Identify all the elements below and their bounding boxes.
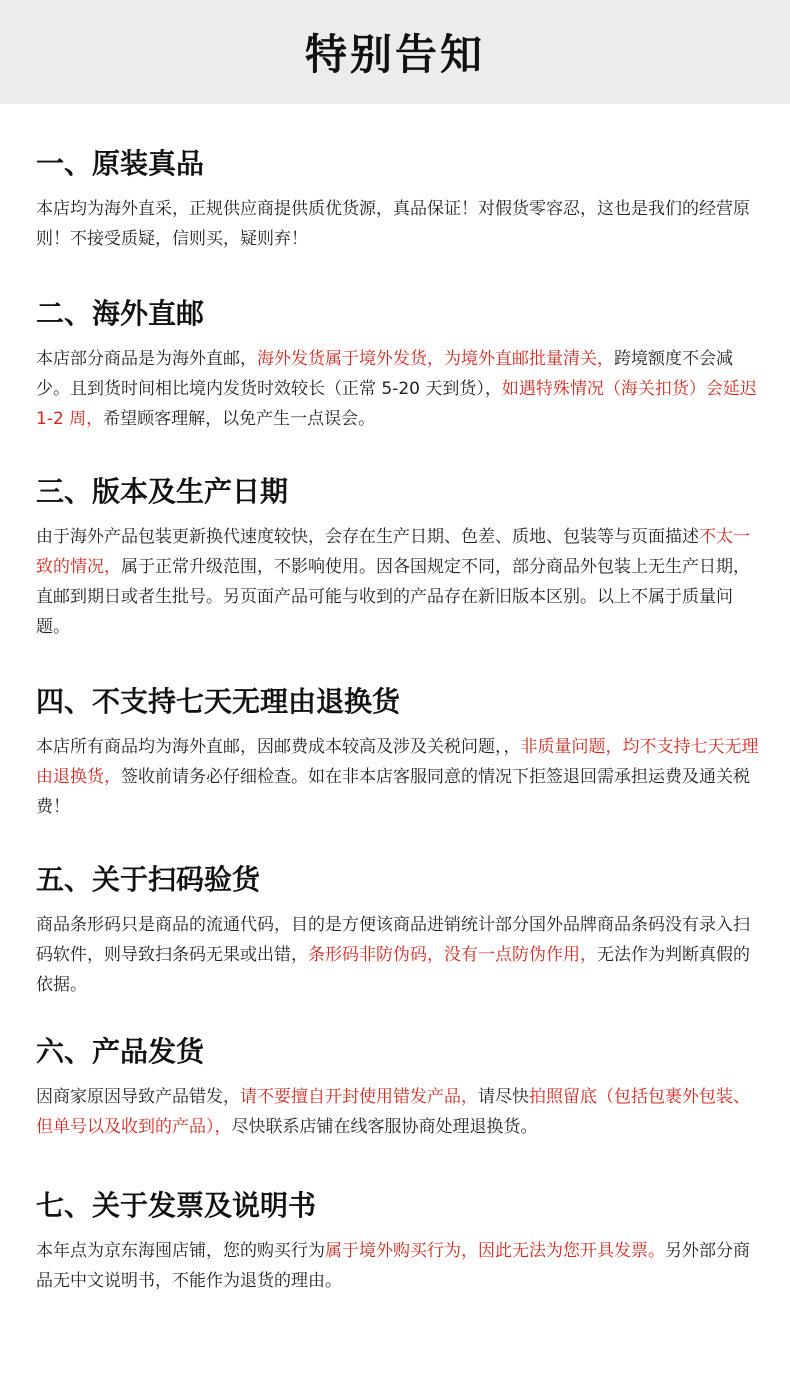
body-highlight: 非质量问题，均不支持七天无理由退换货，	[36, 737, 759, 787]
section-body	[36, 522, 760, 642]
section-body	[36, 344, 760, 434]
section-body	[36, 194, 760, 254]
section-shipping	[36, 1034, 760, 1142]
section-heading: 四、不支持七天无理由退换货	[36, 685, 401, 718]
section-heading: 五、关于扫码验货	[36, 863, 261, 896]
section-heading: 六、产品发货	[36, 1035, 205, 1068]
section-body	[36, 910, 760, 1000]
section-version-date	[36, 474, 760, 642]
body-text: 本店部分商品是为海外直邮，	[36, 349, 257, 369]
body-text: 另外部分商品无中文说明书，不能作为退货的理由。	[36, 1241, 750, 1291]
section-direct-mail	[36, 296, 760, 434]
body-text: 本店均为海外直采，正规供应商提供质优货源，真品保证！对假货零容忍，这也是我们的经营原则！不接受质疑，信则买，疑则弃！	[36, 199, 750, 249]
body-highlight: 不太一致的情况，	[36, 527, 750, 577]
body-highlight: 属于境外购买行为，因此无法为您开具发票。	[325, 1241, 665, 1261]
body-text: 因商家原因导致产品错发，	[36, 1087, 240, 1107]
body-text: 请尽快	[478, 1087, 529, 1107]
body-text: 无法作为判断真假的依据。	[36, 945, 750, 995]
section-heading: 三、版本及生产日期	[36, 475, 289, 508]
body-text: 商品条形码只是商品的流通代码，目的是方便该商品进销统计部分国外品牌商品条码没有录入扫码软件，则导致扫条码无果或出错，	[36, 915, 750, 965]
section-no-returns	[36, 684, 760, 822]
body-text: 本年点为京东海囤店铺，您的购买行为	[36, 1241, 325, 1261]
body-highlight: 请不要擅自开封使用错发产品，	[240, 1087, 478, 1107]
body-highlight: 拍照留底（包括包裹外包装、但单号以及收到的产品），	[36, 1087, 750, 1137]
section-invoice	[36, 1188, 760, 1296]
body-text: 尽快联系店铺在线客服协商处理退换货。	[231, 1117, 538, 1137]
section-body	[36, 1236, 760, 1296]
body-highlight: 如遇特殊情况（海关扣货）会延迟 1-2 周，	[36, 379, 757, 429]
body-text: 本店所有商品均为海外直邮，因邮费成本较高及涉及关税问题，，	[36, 737, 521, 757]
body-text: 属于正常升级范围，不影响使用。因各国规定不同，部分商品外包装上无生产日期，直邮到期日或者生批号。另页面产品可能与收到的产品存在新旧版本区别。以上不属于质量问题。	[36, 557, 750, 637]
section-body	[36, 732, 760, 822]
body-text: 由于海外产品包装更新换代速度较快，会存在生产日期、色差、质地、包装等与页面描述	[36, 527, 699, 547]
section-heading: 一、原装真品	[36, 147, 205, 180]
header-banner	[0, 0, 790, 104]
body-text: 希望顾客理解，以免产生一点误会。	[103, 409, 376, 429]
page-title: 特别告知	[304, 30, 485, 79]
section-barcode	[36, 862, 760, 1000]
body-text: 跨境额度不会减少。且到货时间相比境内发货时效较长（正常 5-20 天到货），	[36, 349, 733, 399]
section-heading: 七、关于发票及说明书	[36, 1189, 317, 1222]
section-authentic	[36, 146, 760, 254]
body-highlight: 条形码非防伪码，没有一点防伪作用，	[308, 945, 597, 965]
body-highlight: 海外发货属于境外发货，为境外直邮批量清关，	[257, 349, 614, 369]
body-text: 签收前请务必仔细检查。如在非本店客服同意的情况下拒签退回需承担运费及通关税费！	[36, 767, 750, 817]
section-heading: 二、海外直邮	[36, 297, 205, 330]
section-body	[36, 1082, 760, 1142]
